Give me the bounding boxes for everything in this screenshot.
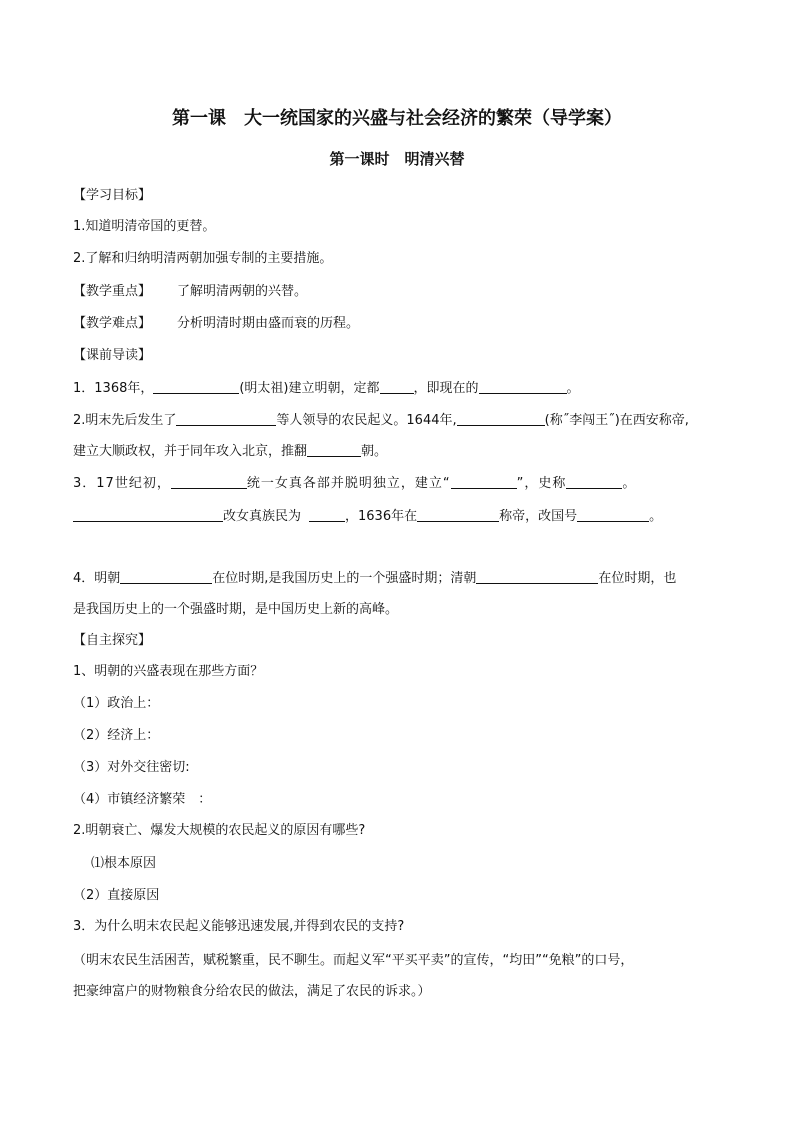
explore-q3-answer-1: （明末农民生活困苦，赋税繁重，民不聊生。而起义军“平买平卖”的宣传，“均田”“免粮”的口号， [73,953,634,968]
explore-q3-answer-2: 把豪绅富户的财物粮食分给农民的做法，满足了农民的诉求。） [73,984,431,999]
explore-q1-politics: （1）政治上： [73,696,160,711]
fill-blank[interactable] [307,442,361,457]
fill-blank[interactable] [120,569,212,584]
explore-header: 【自主探究】 [73,633,152,648]
difficulty-label: 【教学难点】 [73,316,152,331]
goal-2: 2.了解和归纳明清两朝加强专制的主要措施。 [73,251,333,266]
goals-header: 【学习目标】 [73,188,152,203]
preview-q4-line2: 是我国历史上的一个强盛时期，是中国历史上新的高峰。 [73,602,399,617]
fill-blank[interactable] [457,411,545,426]
fill-blank[interactable] [309,507,345,522]
fill-blank[interactable] [176,411,276,426]
preview-q1: 1．1368年， (明太祖)建立明朝，定都 ，即现在的 。 [73,381,580,396]
fill-blank[interactable] [73,507,223,522]
page-subtitle: 第一课时 明清兴替 [329,150,465,168]
key-point-text: 了解明清两朝的兴替。 [177,284,308,299]
preview-q4: 4．明朝 在位时期,是我国历史上的一个强盛时期；清朝 在位时期，也 [73,571,677,586]
fill-blank[interactable] [380,379,414,394]
preview-q2-line2: 建立大顺政权，并于同年攻入北京，推翻 朝。 [73,444,388,459]
page-title: 第一课 大一统国家的兴盛与社会经济的繁荣（导学案） [172,108,622,129]
key-point-row [73,283,307,301]
goal-1: 1.知道明清帝国的更替。 [73,219,216,234]
explore-q3: 3．为什么明末农民起义能够迅速发展,并得到农民的支持? [73,919,405,934]
fill-blank[interactable] [577,507,649,522]
fill-blank[interactable] [153,379,239,394]
explore-q2-root-cause: ⑴根本原因 [91,856,157,871]
fill-blank[interactable] [417,507,499,522]
explore-q1: 1、明朝的兴盛表现在那些方面？ [73,664,264,679]
difficulty-text: 分析明清时期由盛而衰的历程。 [177,316,360,331]
preview-header: 【课前导读】 [73,348,152,363]
preview-q2: 2.明末先后发生了 等人领导的农民起义。1644年, (称˝李闯王˝)在西安称帝, [73,413,689,428]
fill-blank[interactable] [479,379,567,394]
explore-q1-foreign: （3）对外交往密切: [73,760,190,775]
key-point-label: 【教学重点】 [73,284,152,299]
fill-blank[interactable] [476,569,598,584]
fill-blank[interactable] [171,474,247,489]
explore-q1-towns: （4）市镇经济繁荣 ： [73,792,212,807]
fill-blank[interactable] [451,474,517,489]
preview-q3-line2: 改女真族民为 ，1636年在 称帝，改国号 。 [73,507,662,526]
explore-q2: 2.明朝衰亡、爆发大规模的农民起义的原因有哪些? [73,823,366,838]
preview-q3: 3．17世纪初， 统一女真各部并脱明独立，建立“ ”，史称 。 [73,476,637,491]
explore-q1-economy: （2）经济上： [73,728,160,743]
difficulty-row [73,315,359,333]
explore-q2-direct-cause: （2）直接原因 [73,888,160,903]
fill-blank[interactable] [566,474,622,489]
